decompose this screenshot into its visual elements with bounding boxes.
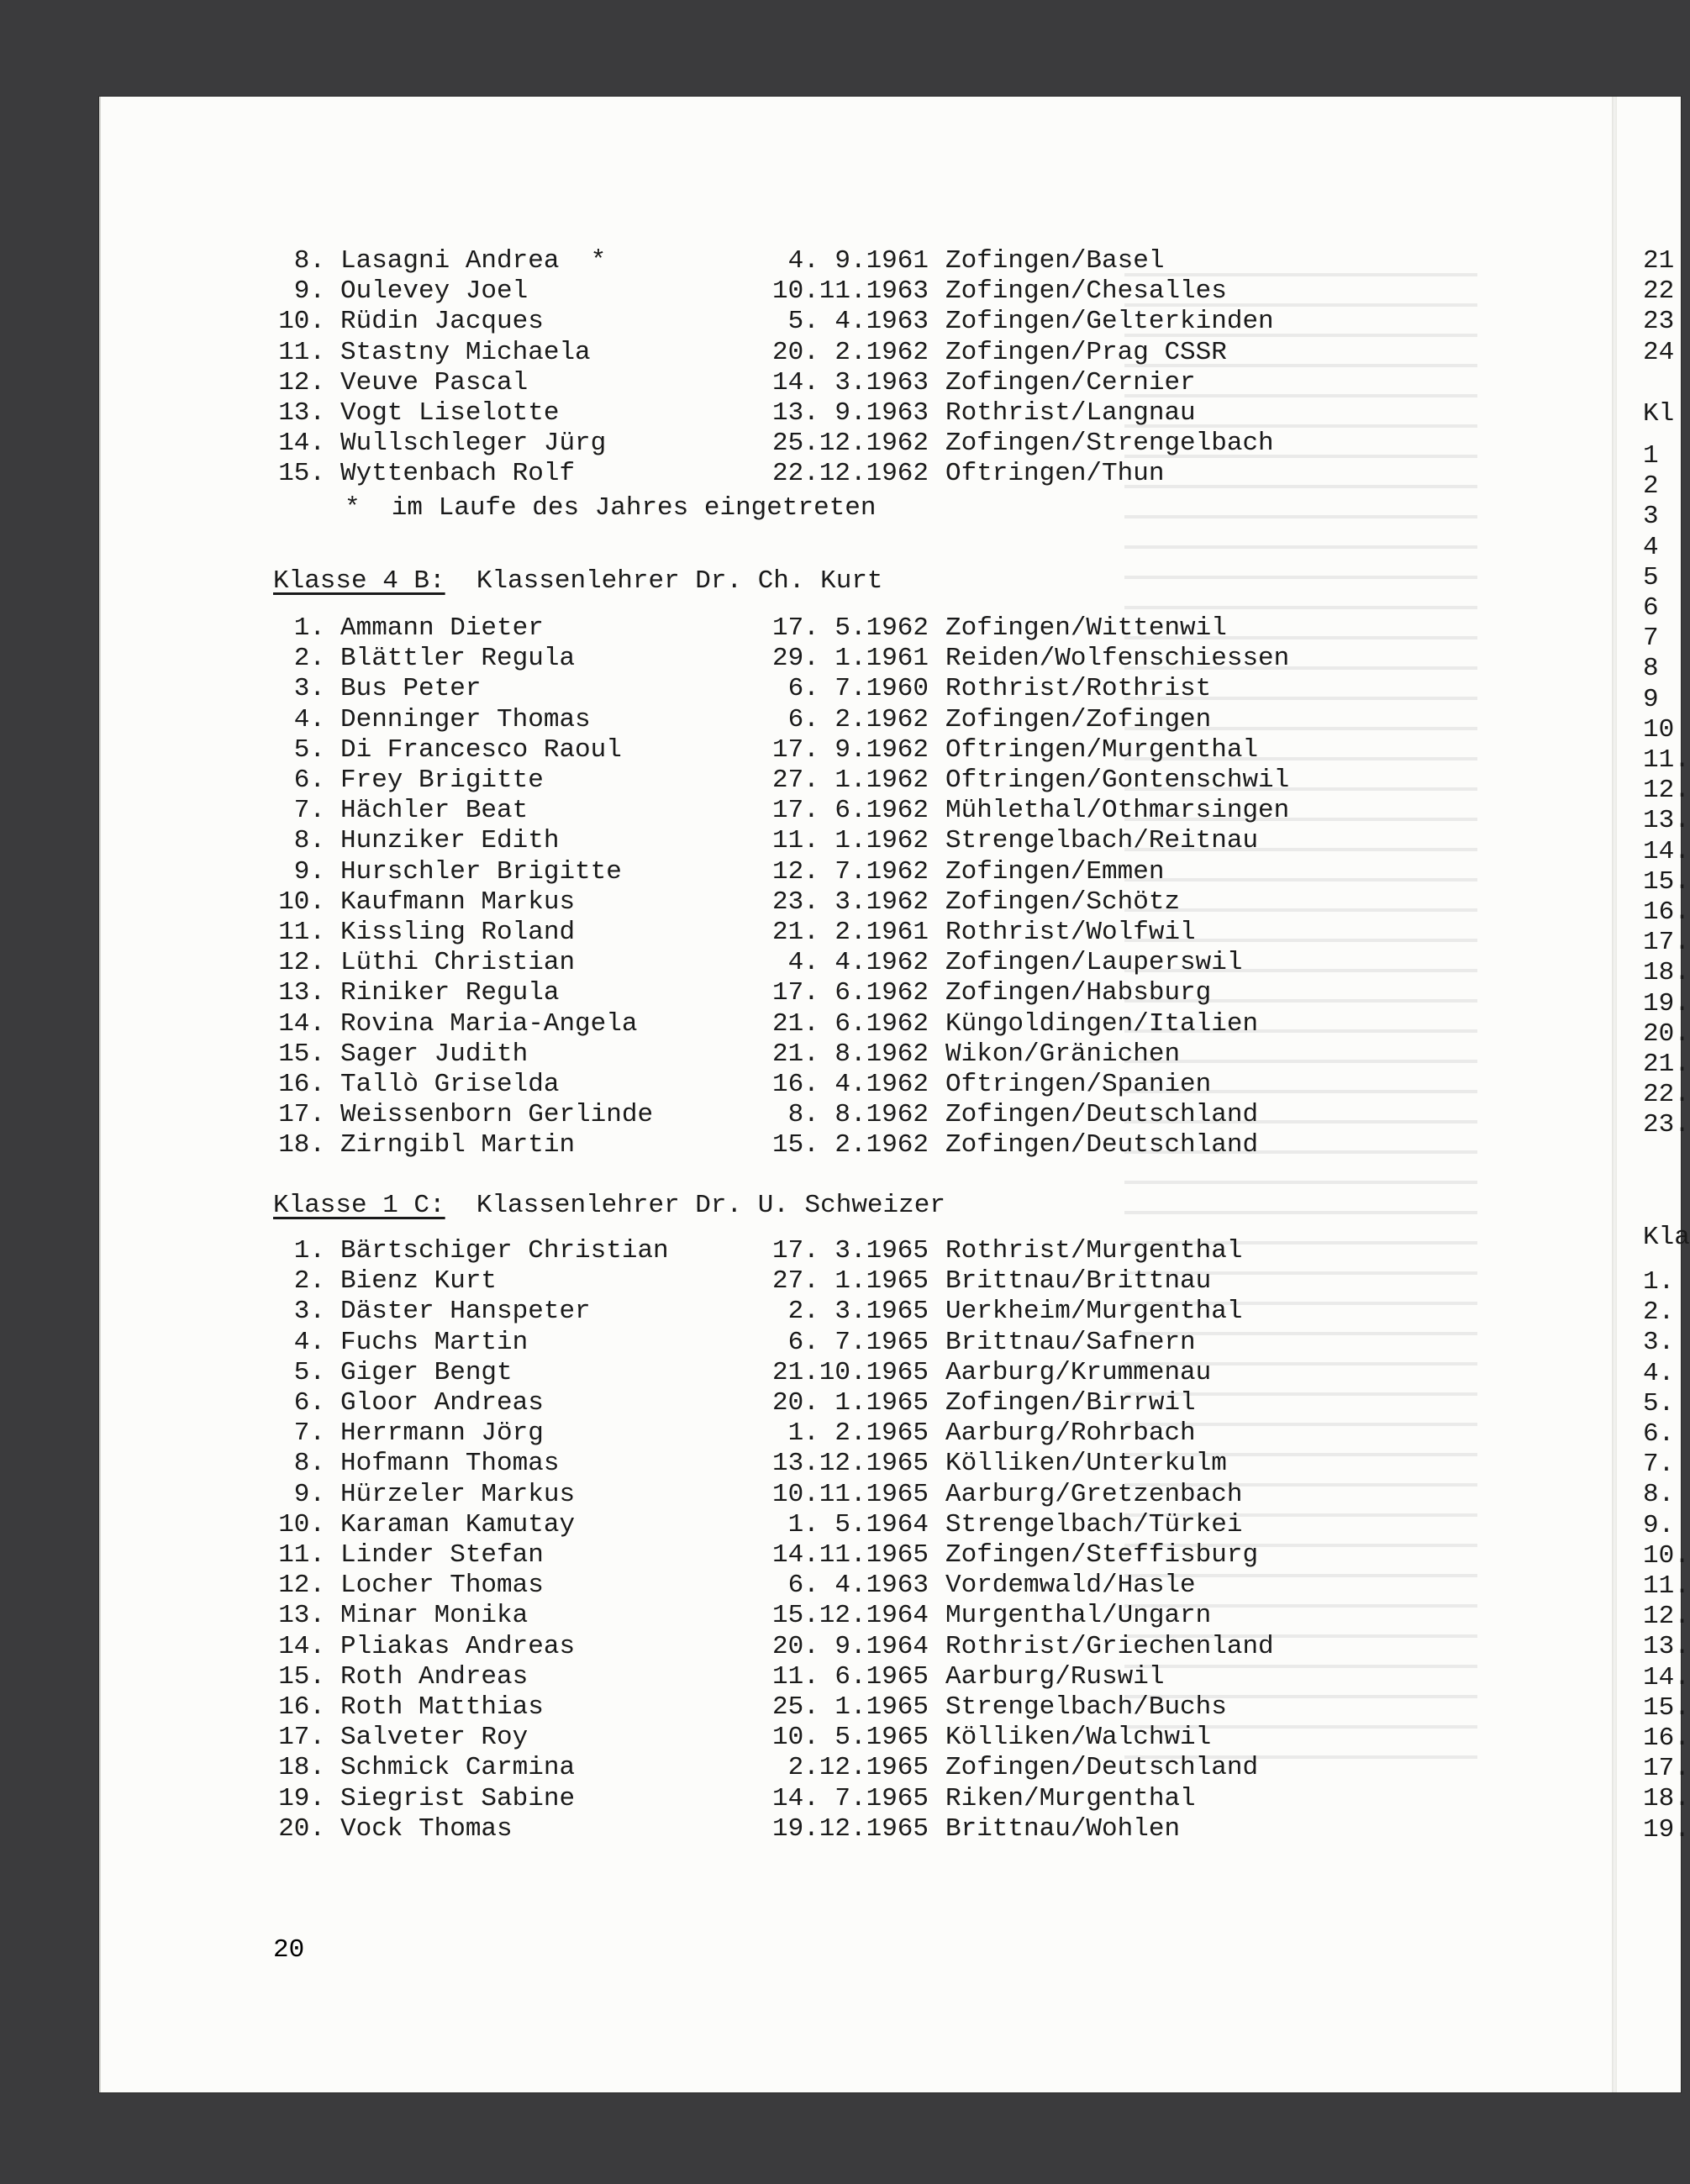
facing-row-number: 23. [1643,1110,1690,1140]
facing-row-number: 13. [1643,806,1690,836]
row-number: 4. [293,704,325,734]
facing-row-number: 4 [1643,532,1659,562]
facing-row-number: 8 [1643,654,1659,684]
class-4b-row [273,705,1366,735]
class-4b-row [273,613,1366,644]
class-4b-row [273,1070,1366,1100]
birth-date: 17. 3.1965 [771,1236,929,1266]
class-1c-row [273,1784,1366,1814]
page-gutter [1612,97,1617,2092]
footnote: * im Laufe des Jahres eingetreten [345,492,877,523]
facing-row-number: 17. [1643,1754,1690,1784]
class-1c-row [273,1388,1366,1418]
birth-date: 11. 6.1965 [771,1661,929,1692]
row-number: 7. [293,796,325,826]
row-number: 18. [278,1130,325,1160]
residence-origin: Strengelbach/Buchs [945,1692,1227,1722]
class-1c-row [273,1692,1366,1723]
student-name: Hunziker Edith [340,826,560,856]
residence-origin: Zofingen/Habsburg [945,978,1212,1008]
facing-row-number: 11. [1643,745,1690,775]
facing-row-number: 2 [1643,471,1659,502]
student-name: Weissenborn Gerlinde [340,1100,654,1130]
facing-row-number: 9 [1643,684,1659,714]
student-name: Blättler Regula [340,644,576,674]
row-number: 14. [278,1008,325,1039]
birth-date: 29. 1.1961 [771,644,929,674]
student-name: Vogt Liselotte [340,398,560,428]
row-number: 9. [293,276,325,307]
row-number: 11. [278,918,325,947]
row-number: 3. [293,1297,325,1327]
row-number: 1. [293,613,325,643]
student-name: Bienz Kurt [340,1266,498,1297]
birth-date: 10.11.1965 [771,1479,929,1509]
student-name: Linder Stefan [340,1540,544,1570]
residence-origin: Zofingen/Chesalles [945,276,1227,307]
birth-date: 17. 6.1962 [771,978,929,1008]
class-4b-heading [273,566,883,597]
student-name: Wullschleger Jürg [340,429,607,459]
class-1c-row [273,1723,1366,1753]
facing-row-number: 16. [1643,897,1690,927]
residence-origin: Vordemwald/Hasle [945,1571,1196,1601]
facing-row-number: 15. [1643,1692,1690,1723]
row-number: 13. [278,398,325,428]
birth-date: 2.12.1965 [787,1753,929,1783]
top-list-row [273,246,1366,276]
row-number: 7. [293,1418,325,1449]
birth-date: 17. 6.1962 [771,796,929,826]
residence-origin: Rothrist/Wolfwil [945,918,1196,947]
birth-date: 4. 9.1961 [787,246,929,276]
row-number: 8. [293,246,325,276]
class-4b-row [273,766,1366,796]
facing-row-number: 8. [1643,1480,1675,1510]
row-number: 1. [293,1236,325,1266]
row-number: 14. [278,429,325,459]
row-number: 12. [278,367,325,397]
birth-date: 21.10.1965 [771,1357,929,1387]
student-name: Gloor Andreas [340,1388,544,1418]
facing-class-heading: Kla [1643,1223,1690,1252]
birth-date: 1. 2.1965 [787,1418,929,1449]
facing-row-number: 23 [1643,307,1675,337]
student-name: Rüdin Jacques [340,307,544,337]
student-name: Bärtschiger Christian [340,1236,669,1266]
facing-row-number: 18. [1643,958,1690,988]
facing-row-number: 18. [1643,1784,1690,1814]
student-name: Hürzeler Markus [340,1479,576,1509]
birth-date: 22.12.1962 [771,459,929,489]
facing-row-number: 3. [1643,1328,1675,1358]
class-4b-row [273,644,1366,674]
residence-origin: Zofingen/Basel [945,246,1165,276]
row-number: 16. [278,1692,325,1722]
facing-row-number: 7 [1643,624,1659,654]
residence-origin: Murgenthal/Ungarn [945,1601,1212,1631]
class-teacher: Klassenlehrer Dr. U. Schweizer [445,1191,945,1220]
row-number: 4. [293,1327,325,1357]
class-1c-row [273,1632,1366,1662]
student-name: Salveter Roy [340,1723,529,1753]
birth-date: 20. 1.1965 [771,1388,929,1418]
student-name: Rovina Maria-Angela [340,1008,638,1039]
residence-origin: Uerkheim/Murgenthal [945,1297,1243,1327]
class-1c-row [273,1358,1366,1388]
row-number: 5. [293,1357,325,1387]
birth-date: 8. 8.1962 [787,1100,929,1130]
birth-date: 10.11.1963 [771,276,929,307]
row-number: 3. [293,674,325,704]
row-number: 9. [293,1479,325,1509]
facing-row-number: 10. [1643,1540,1690,1571]
student-name: Di Francesco Raoul [340,734,622,765]
class-4b-row [273,1130,1366,1160]
residence-origin: Oftringen/Spanien [945,1070,1212,1099]
birth-date: 17. 9.1962 [771,734,929,765]
student-name: Stastny Michaela [340,337,591,367]
birth-date: 11. 1.1962 [771,826,929,856]
birth-date: 14. 7.1965 [771,1783,929,1813]
class-4b-row [273,1100,1366,1130]
birth-date: 20. 2.1962 [771,337,929,367]
facing-row-number: 20. [1643,1018,1690,1049]
student-name: Bus Peter [340,674,482,704]
student-name: Vock Thomas [340,1813,513,1844]
class-1c-row [273,1510,1366,1540]
class-4b-row [273,918,1366,948]
birth-date: 25.12.1962 [771,429,929,459]
top-list-row [273,398,1366,429]
residence-origin: Brittnau/Safnern [945,1327,1196,1357]
student-name: Fuchs Martin [340,1327,529,1357]
facing-class-heading: Kl [1643,399,1675,429]
row-number: 10. [278,307,325,337]
student-name: Tallò Griselda [340,1070,560,1099]
row-number: 13. [278,1601,325,1631]
facing-row-number: 3 [1643,502,1659,532]
birth-date: 21. 2.1961 [771,918,929,947]
class-1c-row [273,1328,1366,1358]
birth-date: 27. 1.1962 [771,766,929,795]
student-name: Pliakas Andreas [340,1631,576,1661]
row-number: 5. [293,734,325,765]
class-4b-row [273,674,1366,704]
class-4b-row [273,735,1366,766]
residence-origin: Zofingen/Zofingen [945,704,1212,734]
birth-date: 27. 1.1965 [771,1266,929,1297]
residence-origin: Aarburg/Ruswil [945,1661,1165,1692]
student-name: Kaufmann Markus [340,887,576,917]
residence-origin: Aarburg/Krummenau [945,1357,1212,1387]
facing-row-number: 6. [1643,1419,1675,1449]
facing-row-number: 11. [1643,1571,1690,1601]
residence-origin: Mühlethal/Othmarsingen [945,796,1290,826]
residence-origin: Kölliken/Unterkulm [945,1449,1227,1479]
class-4b-row [273,887,1366,918]
class-1c-row [273,1236,1366,1266]
student-name: Herrmann Jörg [340,1418,544,1449]
facing-row-number: 7. [1643,1450,1675,1480]
student-name: Zirngibl Martin [340,1130,576,1160]
class-1c-row [273,1418,1366,1449]
class-4b-row [273,826,1366,856]
row-number: 6. [293,766,325,795]
student-name: Denninger Thomas [340,704,591,734]
class-1c-row [273,1449,1366,1479]
row-number: 2. [293,644,325,674]
birth-date: 13. 9.1963 [771,398,929,428]
student-name: Wyttenbach Rolf [340,459,576,489]
class-1c-row [273,1540,1366,1571]
birth-date: 1. 5.1964 [787,1509,929,1539]
residence-origin: Zofingen/Wittenwil [945,613,1227,643]
class-1c-row [273,1571,1366,1601]
class-1c-row [273,1480,1366,1510]
student-name: Lüthi Christian [340,948,576,978]
residence-origin: Zofingen/Birrwil [945,1388,1196,1418]
student-name: Ammann Dieter [340,613,544,643]
top-list-row [273,368,1366,398]
birth-date: 17. 5.1962 [771,613,929,643]
row-number: 10. [278,887,325,917]
birth-date: 13.12.1965 [771,1449,929,1479]
class-teacher: Klassenlehrer Dr. Ch. Kurt [445,566,883,596]
class-4b-row [273,978,1366,1008]
residence-origin: Aarburg/Rohrbach [945,1418,1196,1449]
birth-date: 2. 3.1965 [787,1297,929,1327]
student-name: Giger Bengt [340,1357,513,1387]
facing-row-number: 5. [1643,1388,1675,1418]
birth-date: 6. 4.1963 [787,1571,929,1601]
student-name: Roth Andreas [340,1661,529,1692]
facing-row-number: 21. [1643,1050,1690,1079]
birth-date: 5. 4.1963 [787,307,929,337]
class-4b-row [273,1009,1366,1039]
residence-origin: Brittnau/Wohlen [945,1813,1181,1844]
birth-date: 15. 2.1962 [771,1130,929,1160]
residence-origin: Reiden/Wolfenschiessen [945,644,1290,674]
facing-row-number: 15. [1643,866,1690,897]
birth-date: 6. 7.1965 [787,1327,929,1357]
residence-origin: Zofingen/Gelterkinden [945,307,1274,337]
facing-row-number: 16. [1643,1724,1690,1753]
residence-origin: Riken/Murgenthal [945,1783,1196,1813]
student-name: Däster Hanspeter [340,1297,591,1327]
row-number: 17. [278,1100,325,1130]
row-number: 20. [278,1813,325,1844]
row-number: 17. [278,1723,325,1753]
residence-origin: Zofingen/Schötz [945,887,1181,917]
facing-row-number: 14. [1643,836,1690,866]
residence-origin: Strengelbach/Türkei [945,1509,1243,1539]
residence-origin: Kölliken/Walchwil [945,1723,1212,1753]
student-name: Hofmann Thomas [340,1449,560,1479]
facing-row-number: 14. [1643,1662,1690,1692]
birth-date: 6. 7.1960 [787,674,929,704]
birth-date: 23. 3.1962 [771,887,929,917]
student-name: Kissling Roland [340,918,576,947]
row-number: 6. [293,1388,325,1418]
class-1c-row [273,1297,1366,1327]
birth-date: 19.12.1965 [771,1813,929,1844]
student-name: Lasagni Andrea * [340,246,607,276]
facing-row-number: 4. [1643,1358,1675,1388]
residence-origin: Rothrist/Murgenthal [945,1236,1243,1266]
row-number: 9. [293,856,325,887]
residence-origin: Aarburg/Gretzenbach [945,1479,1243,1509]
row-number: 8. [293,1449,325,1479]
facing-row-number: 10 [1643,714,1675,745]
facing-row-number: 1 [1643,441,1659,471]
row-number: 15. [278,1039,325,1069]
facing-row-number: 24 [1643,337,1675,367]
residence-origin: Zofingen/Strengelbach [945,429,1274,459]
student-name: Minar Monika [340,1601,529,1631]
facing-row-number: 13. [1643,1632,1690,1662]
residence-origin: Zofingen/Cernier [945,367,1196,397]
facing-row-number: 17. [1643,928,1690,958]
top-list-row [273,429,1366,459]
top-list-row [273,459,1366,489]
row-number: 13. [278,978,325,1008]
birth-date: 14. 3.1963 [771,367,929,397]
student-name: Hächler Beat [340,796,529,826]
student-name: Roth Matthias [340,1692,544,1722]
student-name: Sager Judith [340,1039,529,1069]
class-label: Klasse 1 C: [273,1191,445,1220]
facing-row-number: 1. [1643,1267,1675,1297]
class-4b-row [273,796,1366,826]
birth-date: 10. 5.1965 [771,1723,929,1753]
facing-row-number: 2. [1643,1297,1675,1328]
row-number: 18. [278,1753,325,1783]
row-number: 15. [278,459,325,489]
residence-origin: Zofingen/Deutschland [945,1753,1259,1783]
residence-origin: Rothrist/Langnau [945,398,1196,428]
residence-origin: Oftringen/Gontenschwil [945,766,1290,795]
row-number: 16. [278,1070,325,1099]
row-number: 11. [278,1540,325,1570]
class-1c-row [273,1662,1366,1692]
row-number: 14. [278,1631,325,1661]
row-number: 19. [278,1783,325,1813]
facing-row-number: 19. [1643,1814,1690,1845]
row-number: 10. [278,1509,325,1539]
birth-date: 4. 4.1962 [787,948,929,978]
residence-origin: Rothrist/Griechenland [945,1631,1274,1661]
student-name: Frey Brigitte [340,766,544,795]
residence-origin: Rothrist/Rothrist [945,674,1212,704]
birth-date: 21. 8.1962 [771,1039,929,1069]
page-number: 20 [273,1935,305,1965]
student-name: Riniker Regula [340,978,560,1008]
residence-origin: Zofingen/Lauperswil [945,948,1243,978]
birth-date: 6. 2.1962 [787,704,929,734]
residence-origin: Zofingen/Deutschland [945,1130,1259,1160]
birth-date: 25. 1.1965 [771,1692,929,1722]
birth-date: 12. 7.1962 [771,856,929,887]
class-1c-row [273,1753,1366,1783]
residence-origin: Brittnau/Brittnau [945,1266,1212,1297]
student-name: Schmick Carmina [340,1753,576,1783]
facing-row-number: 6 [1643,593,1659,623]
facing-row-number: 22. [1643,1080,1690,1110]
facing-row-number: 19. [1643,988,1690,1018]
birth-date: 16. 4.1962 [771,1070,929,1099]
residence-origin: Oftringen/Thun [945,459,1165,489]
facing-row-number: 9. [1643,1510,1675,1540]
class-1c-heading [273,1191,945,1221]
facing-row-number: 12. [1643,1602,1690,1632]
residence-origin: Zofingen/Deutschland [945,1100,1259,1130]
class-4b-row [273,948,1366,978]
row-number: 12. [278,1571,325,1601]
class-4b-row [273,857,1366,887]
row-number: 12. [278,948,325,978]
class-1c-row [273,1266,1366,1297]
facing-row-number: 12. [1643,776,1690,806]
top-list-row [273,276,1366,307]
class-1c-row [273,1814,1366,1845]
residence-origin: Oftringen/Murgenthal [945,734,1259,765]
student-name: Locher Thomas [340,1571,544,1601]
residence-origin: Zofingen/Steffisburg [945,1540,1259,1570]
student-name: Siegrist Sabine [340,1783,576,1813]
top-list-row [273,307,1366,337]
residence-origin: Küngoldingen/Italien [945,1008,1259,1039]
facing-row-number: 5 [1643,562,1659,592]
student-name: Oulevey Joel [340,276,529,307]
student-name: Karaman Kamutay [340,1509,576,1539]
birth-date: 21. 6.1962 [771,1008,929,1039]
facing-row-number: 22 [1643,276,1675,307]
class-1c-row [273,1601,1366,1631]
birth-date: 20. 9.1964 [771,1631,929,1661]
student-name: Hurschler Brigitte [340,856,622,887]
row-number: 11. [278,337,325,367]
row-number: 15. [278,1661,325,1692]
residence-origin: Zofingen/Emmen [945,856,1165,887]
residence-origin: Wikon/Gränichen [945,1039,1181,1069]
class-4b-row [273,1039,1366,1070]
residence-origin: Strengelbach/Reitnau [945,826,1259,856]
birth-date: 14.11.1965 [771,1540,929,1570]
residence-origin: Zofingen/Prag CSSR [945,337,1227,367]
facing-row-number: 21 [1643,246,1675,276]
class-label: Klasse 4 B: [273,566,445,596]
row-number: 8. [293,826,325,856]
birth-date: 15.12.1964 [771,1601,929,1631]
row-number: 2. [293,1266,325,1297]
student-name: Veuve Pascal [340,367,529,397]
top-list-row [273,338,1366,368]
